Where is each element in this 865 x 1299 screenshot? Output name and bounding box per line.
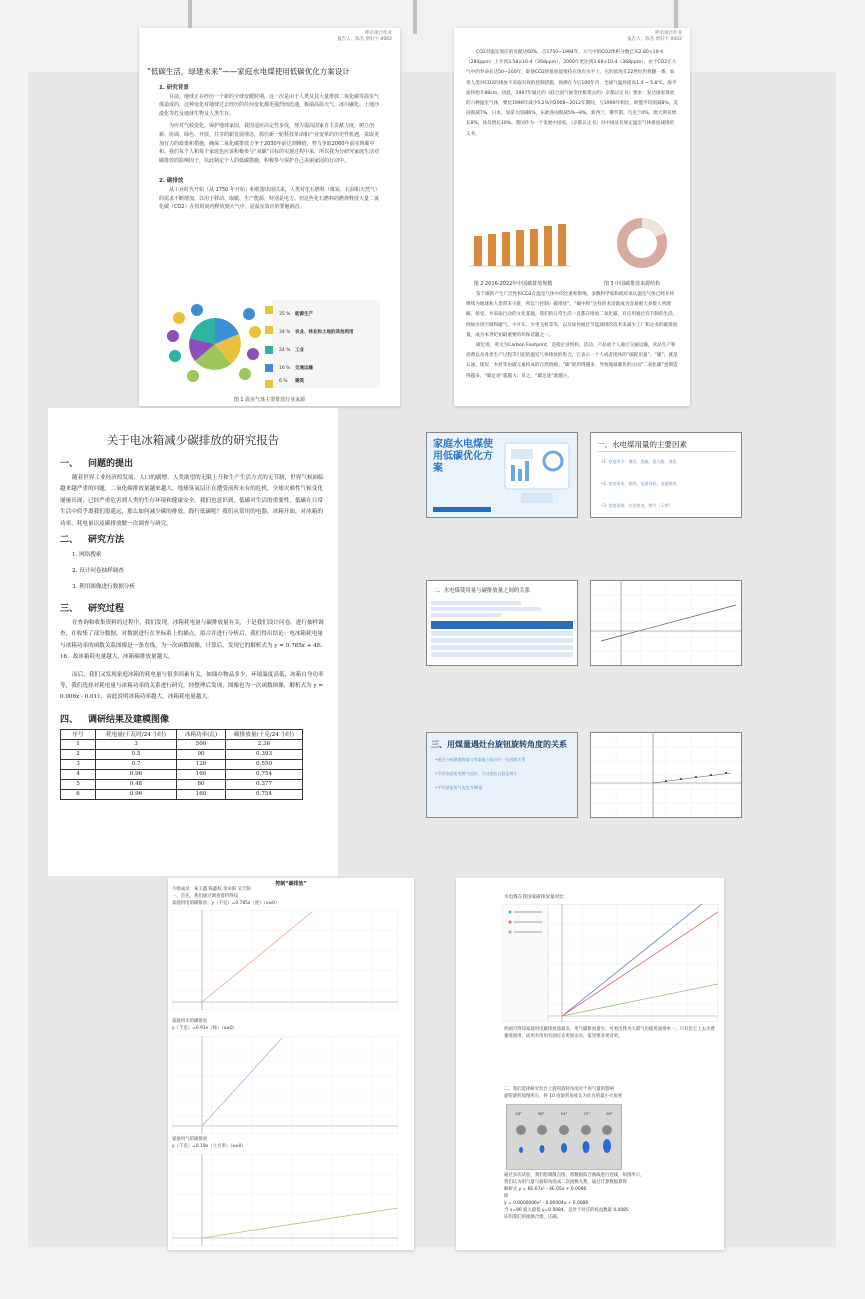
- slide-factors: [590, 432, 742, 518]
- fig1-legend: [279, 306, 379, 386]
- formula: 家庭用水的碳排放: [172, 1019, 208, 1024]
- table-row: 4 0.96 160 0.754: [61, 769, 303, 779]
- section-heading: 二、 研究方法: [60, 535, 125, 546]
- list-item: •3. 家庭用煤：社会排放、燃气（天然）: [601, 503, 673, 508]
- angle-label: 18°: [515, 1111, 522, 1116]
- list-item: •1. 家庭用水：淋浴、洗碗、洗衣服、浇花: [601, 459, 677, 464]
- water-graph: [172, 1036, 398, 1134]
- angle-label: 36°: [537, 1111, 545, 1116]
- list-item: 2. 设计问卷抽样调查: [72, 568, 124, 575]
- essay-page-1: [139, 28, 400, 406]
- emissions-bar-chart: [464, 216, 574, 274]
- report-title: 关于电冰箱减少碳排放的研究报告: [106, 433, 280, 447]
- slide-relationship: [426, 580, 578, 666]
- comparison-graph: [502, 904, 718, 1022]
- paragraph: 旋钮旋转如图所示，将 10 度旋转角度认为灶台的最小火角度: [504, 1094, 623, 1099]
- table-row: 2 0.5 90 0.393: [61, 749, 303, 759]
- paragraph: 当 x=90 旋入最低 y=0.0084，是处于对应的权益数最 0.0085: [504, 1208, 629, 1213]
- electricity-graph: [172, 910, 398, 1010]
- paragraph: 碳足迹，英文为Carbon Footprint，是指企业机构、活动、产品或个人通过交通运输、食品生产和消费以及各类生产过程等引起的温室气体排放的集合。它表示一个人或者团体的“碳耗用量”。“碳”，就是石油、煤炭、木材等由碳元素构成的自然资源。“碳”耗用得越多，导致地球暖化的元凶“二氧化碳”也制造得越多，“碳足迹”就越大；反之，“碳足迹”就越小。: [466, 343, 678, 379]
- formula: 解析式 y = 6E-07x² - 4E-05x + 0.0086: [504, 1187, 587, 1192]
- essay-title: “低碳生活，绿建未来”——家庭水电煤使用低碳优化方案设计: [147, 67, 350, 76]
- carbon-doc-page: [168, 878, 414, 1250]
- paragraph: 鉴于碳的产生广泛性和CO2在温室气体中的比重和影响，多数科学家和政府承认温室气体已经并将继续为地球和人类带来灾难，所以“（控制）碳排放”、“碳中和”这样的术语就成为容易被大多数人所理解、接受、并采取行动的文化基础。我们的日常生活一直都在排放二氧化碳，有应用通过有节制的生活，例如少用空调和暖气、少开车、少坐飞机等等，以及如何通过节能减排的技术来减少工厂和企业的碳排放量，成为本世纪初最重要的环保话题之一。: [466, 292, 678, 338]
- figure-caption: 图 2 2016-2022年中国碳排放规模: [473, 281, 553, 287]
- paragraph: 所画可得知家庭用电碳排放量最多，用气碳排放量少，可看出我为大部气历使用油排单一，只有比它上去水费强进使用，而用水用用有油过去更加安卓，家里要多更省更。: [504, 1027, 715, 1039]
- section-heading: 1. 研究背景: [159, 85, 189, 91]
- angle-label: 72°: [583, 1111, 591, 1116]
- slide-tag: [433, 507, 491, 512]
- gas-graph: [172, 1154, 398, 1246]
- formula: 家庭用气的碳排放: [172, 1137, 208, 1142]
- paragraph: 为应对气候变化，保护地球家园，我国适应决定性步伐，努力提高国家自主贡献力度，树立创新、协调、绿色、开放、共享的新发展理念，抓住新一轮科技革命和产业变革的历史性机遇，采取更加有力的政策和措施，确保二氧化碳排放力争于2030年前达到峰值，努力争取2060年前实现碳中和。我们每个人和每个家庭也应该积极参与“双碳”目标的实现过程中来，所以我为分研究家庭生活对碳排放的影响因子，以此制定个人的低碳措施，积极参与保护自己美丽家园的行动中。: [159, 123, 380, 164]
- paragraph: CO2对温室效应的贡献达60%，自1750~1994年，大气中的CO2体积分数已从2.80×10-4（280ppm）上升到3.58×10-4（358ppm），2000年更达到3.68×10-4（368ppm）。由于CO2在大气中的寿命长达50~200年，即使CO2的排放能维持在现有水平上，它的浓度在22世纪仍将翻一番，如果人类对CO2的排放不采取有效的控制措施，预测在今后100年内，全球气温将提高1.4 ~ 5.8℃，海平面将抬升88cm。因此，1997年通过的《联合国气候变化框架公约》京都议定书》要求：发达国家排放的六种温室气体，要比1990年减少5.2%到2008~2012年期间，与1990年相比，欧盟平均削减8%，美国削减7%，日本、加拿大削减6%，东欧各国削减5%~8%，新西兰、俄罗斯、乌克兰0%，澳大利亚增长8%，冰岛增长10%。我国作为一个发展中国家，《京都议定书》对中国及有规定温室气体排放减排的义务。: [466, 50, 678, 137]
- binder-clip: [413, 0, 417, 34]
- paragraph: 一、首先，我们通过调查资料得知: [172, 894, 238, 899]
- slide-title: 一、水电煤用量的主要因素: [597, 440, 687, 449]
- paragraph: 通过多次试验，我们绘制散点图，将数据拟合曲线进行连线，如图所示，: [504, 1173, 645, 1178]
- list-item: •平均最佳用气角度为90度: [435, 785, 483, 790]
- section-heading: 三、 研究过程: [60, 604, 125, 615]
- section-heading: 一、 问题的提出: [60, 459, 134, 469]
- results-table: [60, 729, 303, 800]
- slide-graph-2: [590, 732, 742, 818]
- paragraph: 即: [504, 1194, 509, 1199]
- paragraph: 我们认为用气量与旋钮角度成二次函数关系，通过计算数据算得: [504, 1180, 627, 1185]
- angle-label: 54°: [560, 1111, 568, 1116]
- comparison-doc-page: [456, 878, 724, 1250]
- table-row: 1 3 500 2.36: [61, 739, 303, 749]
- paragraph: 从工业时代开始（从 1750 年开始）和机器出现以来，人类对化石燃料（煤炭、石油和天然气）的需求不断增加，以用于移动、取暖、生产能源，特别是电力。但这些化石燃料的燃烧释放大量二氧化碳（CO2）在短时间内释放到大气中，是温室效应的罪魁祸首。: [159, 186, 380, 211]
- legend-row: 6 % 建筑: [279, 379, 304, 384]
- line-graph: [591, 581, 741, 665]
- list-item: 1. 网络搜索: [72, 552, 102, 559]
- section-heading: 2. 碳排放: [159, 178, 184, 185]
- figure-caption: 图 1 温室气体主要排放行业来源: [233, 397, 306, 403]
- page-header: 呼市项目作业 报告人：陈杰 贾轩宇 0002: [337, 31, 392, 42]
- slide-graph-1: [590, 580, 742, 666]
- paragraph: 随着世界工业经济的发展、人口的剧增、人类欲望的无限上升和生产生活方式的无节制，世界气候面临越来越严重的问题，二氧化碳排放量越来越大，地球臭氧层正在遭受前所未有的危机，全球灾难性气候变化屡屡出现，已经严重危害到人类的生存环境和健康安全。我们也意识到，低碳对生活的重要性，低碳在日常生活中似乎离我们很遥远，那么如何减少碳的排放，践行低碳呢？我们从常用的电器，冰箱开始，对冰箱的功率、耗电量以及碳排放做一次调查与研究。: [60, 475, 324, 527]
- paragraph: 在查询和收集资料的过程中，我们发现，冰箱耗电量与碳排放量有关，于是我们设计问卷，进行抽样调查，在收集了部分数据，对数据进行在坐标系上的描点，拟合并进行分析后，我们得出结论：电冰箱耗电量与冰箱功率的函数关系图像是一条直线，为一次函数图像，计算后，发现它的解析式为 y = 0.785x + 4E-16，故冰箱耗电量越大，冰箱碳排放量越大。: [60, 620, 324, 661]
- list-item: 3. 利用图像进行数据分析: [72, 584, 136, 591]
- flame-icon: [507, 1116, 621, 1162]
- slide-title: 三、用煤量遇灶台旋钮旋转角度的关系: [431, 740, 567, 749]
- data-table-graphic: [431, 601, 573, 661]
- emissions-donut-chart: [612, 211, 672, 275]
- legend-row: 34 % 农业、林业和土地的其他利用: [279, 330, 354, 335]
- report-page: [48, 408, 338, 876]
- legend-row: 24 % 工业: [279, 348, 304, 353]
- angle-label: 90°: [606, 1111, 613, 1116]
- doc-title: 控制“碳排放”: [275, 881, 307, 887]
- list-item: •2. 家庭用电：照明、电器待机、电器使用: [601, 481, 677, 486]
- slide-title: 家庭水电煤使用低碳优化方案: [433, 439, 493, 474]
- section-heading: 四、 调研结果及建模图像: [60, 714, 170, 725]
- formula: 家庭用电的碳排放：y（千克）=0.785x（度）（x≥0）: [172, 901, 280, 906]
- slide-cover: [426, 432, 578, 518]
- members-line: 小组成员：朱王鑫 陈鑫权 余卓阳 吴天阳: [172, 887, 251, 892]
- dashboard-illustration-icon: [501, 439, 573, 511]
- formula: y（千克）=0.91x（吨）（x≥0）: [172, 1026, 238, 1031]
- scatter-graph: [591, 733, 741, 817]
- legend-row: 35 % 能源生产: [279, 312, 313, 317]
- stove-knob-photo: [506, 1104, 622, 1170]
- formula: y（千克）=0.19x（立方米）（x≥0）: [172, 1144, 246, 1149]
- table-row: 5 0.48 80 0.377: [61, 779, 303, 789]
- list-item: •不同家庭使用燃气灶时，可以把灶台旋钮调小: [435, 771, 518, 776]
- paragraph: 二、我们选择研究灶台上旋钮旋转角度对于用气量的影响: [504, 1087, 614, 1092]
- table-row: 6 0.96 160 0.754: [61, 789, 303, 799]
- page-header: 呼市项目作业 报告人：陈杰 贾轩宇 0002: [627, 31, 682, 42]
- doc-title: 水电煤在我国家碳排放量对比：: [504, 895, 569, 900]
- slide-angle: [426, 732, 578, 818]
- paragraph: 目前，地球正在经历一个新的全球变暖时期，这一次是由于人类及其大量排放二氧化碳等温室气体造成的，这种变化对地球过去经历的任何变化都更强烈而迅速，极端高温天气、冰川融化、土地沙漠化等危及地球生物及人类生存。: [159, 93, 380, 117]
- figure-caption: 图 3 中国碳排放来源结构: [603, 281, 661, 287]
- legend-row: 16 % 交通运输: [279, 366, 313, 371]
- paragraph: 证明我们的推测合理，正确。: [504, 1215, 562, 1220]
- paragraph: 而后，我们又发现家庭冰箱的耗电量与很多因素有关，如储存物品多少，环境温度高低，冰箱自身功率等，我们选择对耗电量与冰箱功率的关系进行研究，经整理后发现，图像也为一次函数图像，解析式为 y = 0.006x - 0.011，由此说明冰箱功率越大，冰箱耗电量越大。: [60, 671, 324, 701]
- slide-title: 二、水电煤使用量与碳排放量之间的关系: [433, 588, 531, 594]
- table-row: 3 0.7 120 0.550: [61, 759, 303, 769]
- essay-page-2: [454, 28, 690, 406]
- table-header-row: 序号 耗电量(千瓦时/24 小时) 冰箱功率(瓦) 碳排放量(千克/24 小时): [61, 729, 303, 739]
- list-item: •通过分析测量数据与用煤量之间具有一次函数关系: [435, 757, 526, 762]
- formula: y = 0.0000006x² - 0.00004x + 0.0086: [504, 1201, 589, 1206]
- slide-rule: [597, 451, 735, 452]
